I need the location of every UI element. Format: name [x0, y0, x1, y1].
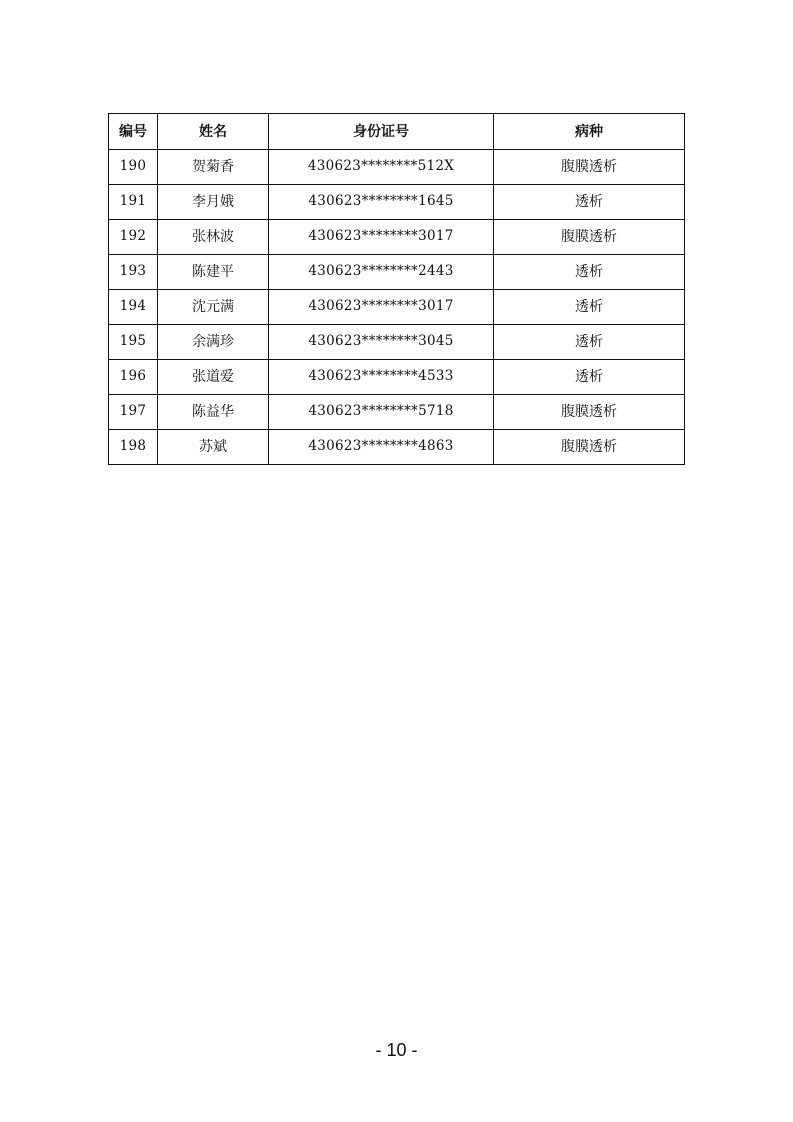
table-row [109, 360, 685, 395]
cell-id: 430623********3045 [269, 325, 494, 360]
cell-id: 430623********2443 [269, 255, 494, 290]
cell-name: 余满珍 [158, 325, 269, 360]
cell-disease: 腹膜透析 [494, 430, 685, 465]
header-id: 身份证号 [269, 114, 494, 150]
header-number: 编号 [109, 114, 158, 150]
table-row [109, 290, 685, 325]
cell-id: 430623********3017 [269, 220, 494, 255]
table-body [109, 150, 685, 465]
cell-number: 191 [109, 185, 158, 220]
header-row [109, 114, 685, 150]
cell-disease: 透析 [494, 290, 685, 325]
cell-name: 陈建平 [158, 255, 269, 290]
cell-id: 430623********3017 [269, 290, 494, 325]
cell-name: 沈元满 [158, 290, 269, 325]
cell-name: 李月娥 [158, 185, 269, 220]
cell-number: 194 [109, 290, 158, 325]
cell-id: 430623********4863 [269, 430, 494, 465]
cell-name: 贺菊香 [158, 150, 269, 185]
cell-disease: 透析 [494, 360, 685, 395]
cell-number: 193 [109, 255, 158, 290]
cell-id: 430623********5718 [269, 395, 494, 430]
cell-number: 192 [109, 220, 158, 255]
cell-name: 苏斌 [158, 430, 269, 465]
cell-id: 430623********1645 [269, 185, 494, 220]
cell-disease: 透析 [494, 325, 685, 360]
table-row [109, 150, 685, 185]
table-row [109, 430, 685, 465]
cell-number: 197 [109, 395, 158, 430]
cell-number: 198 [109, 430, 158, 465]
cell-number: 195 [109, 325, 158, 360]
cell-disease: 透析 [494, 185, 685, 220]
cell-disease: 透析 [494, 255, 685, 290]
cell-id: 430623********4533 [269, 360, 494, 395]
cell-disease: 腹膜透析 [494, 395, 685, 430]
table-row [109, 325, 685, 360]
cell-number: 196 [109, 360, 158, 395]
cell-disease: 腹膜透析 [494, 150, 685, 185]
cell-name: 张林波 [158, 220, 269, 255]
table-row [109, 220, 685, 255]
cell-disease: 腹膜透析 [494, 220, 685, 255]
header-disease: 病种 [494, 114, 685, 150]
table-header [109, 114, 685, 150]
cell-name: 陈益华 [158, 395, 269, 430]
header-name: 姓名 [158, 114, 269, 150]
page-number: - 10 - [375, 1040, 418, 1060]
table-row [109, 255, 685, 290]
cell-number: 190 [109, 150, 158, 185]
roster-table [108, 113, 685, 465]
cell-name: 张道爱 [158, 360, 269, 395]
table-row [109, 185, 685, 220]
table-row [109, 395, 685, 430]
cell-id: 430623********512X [269, 150, 494, 185]
